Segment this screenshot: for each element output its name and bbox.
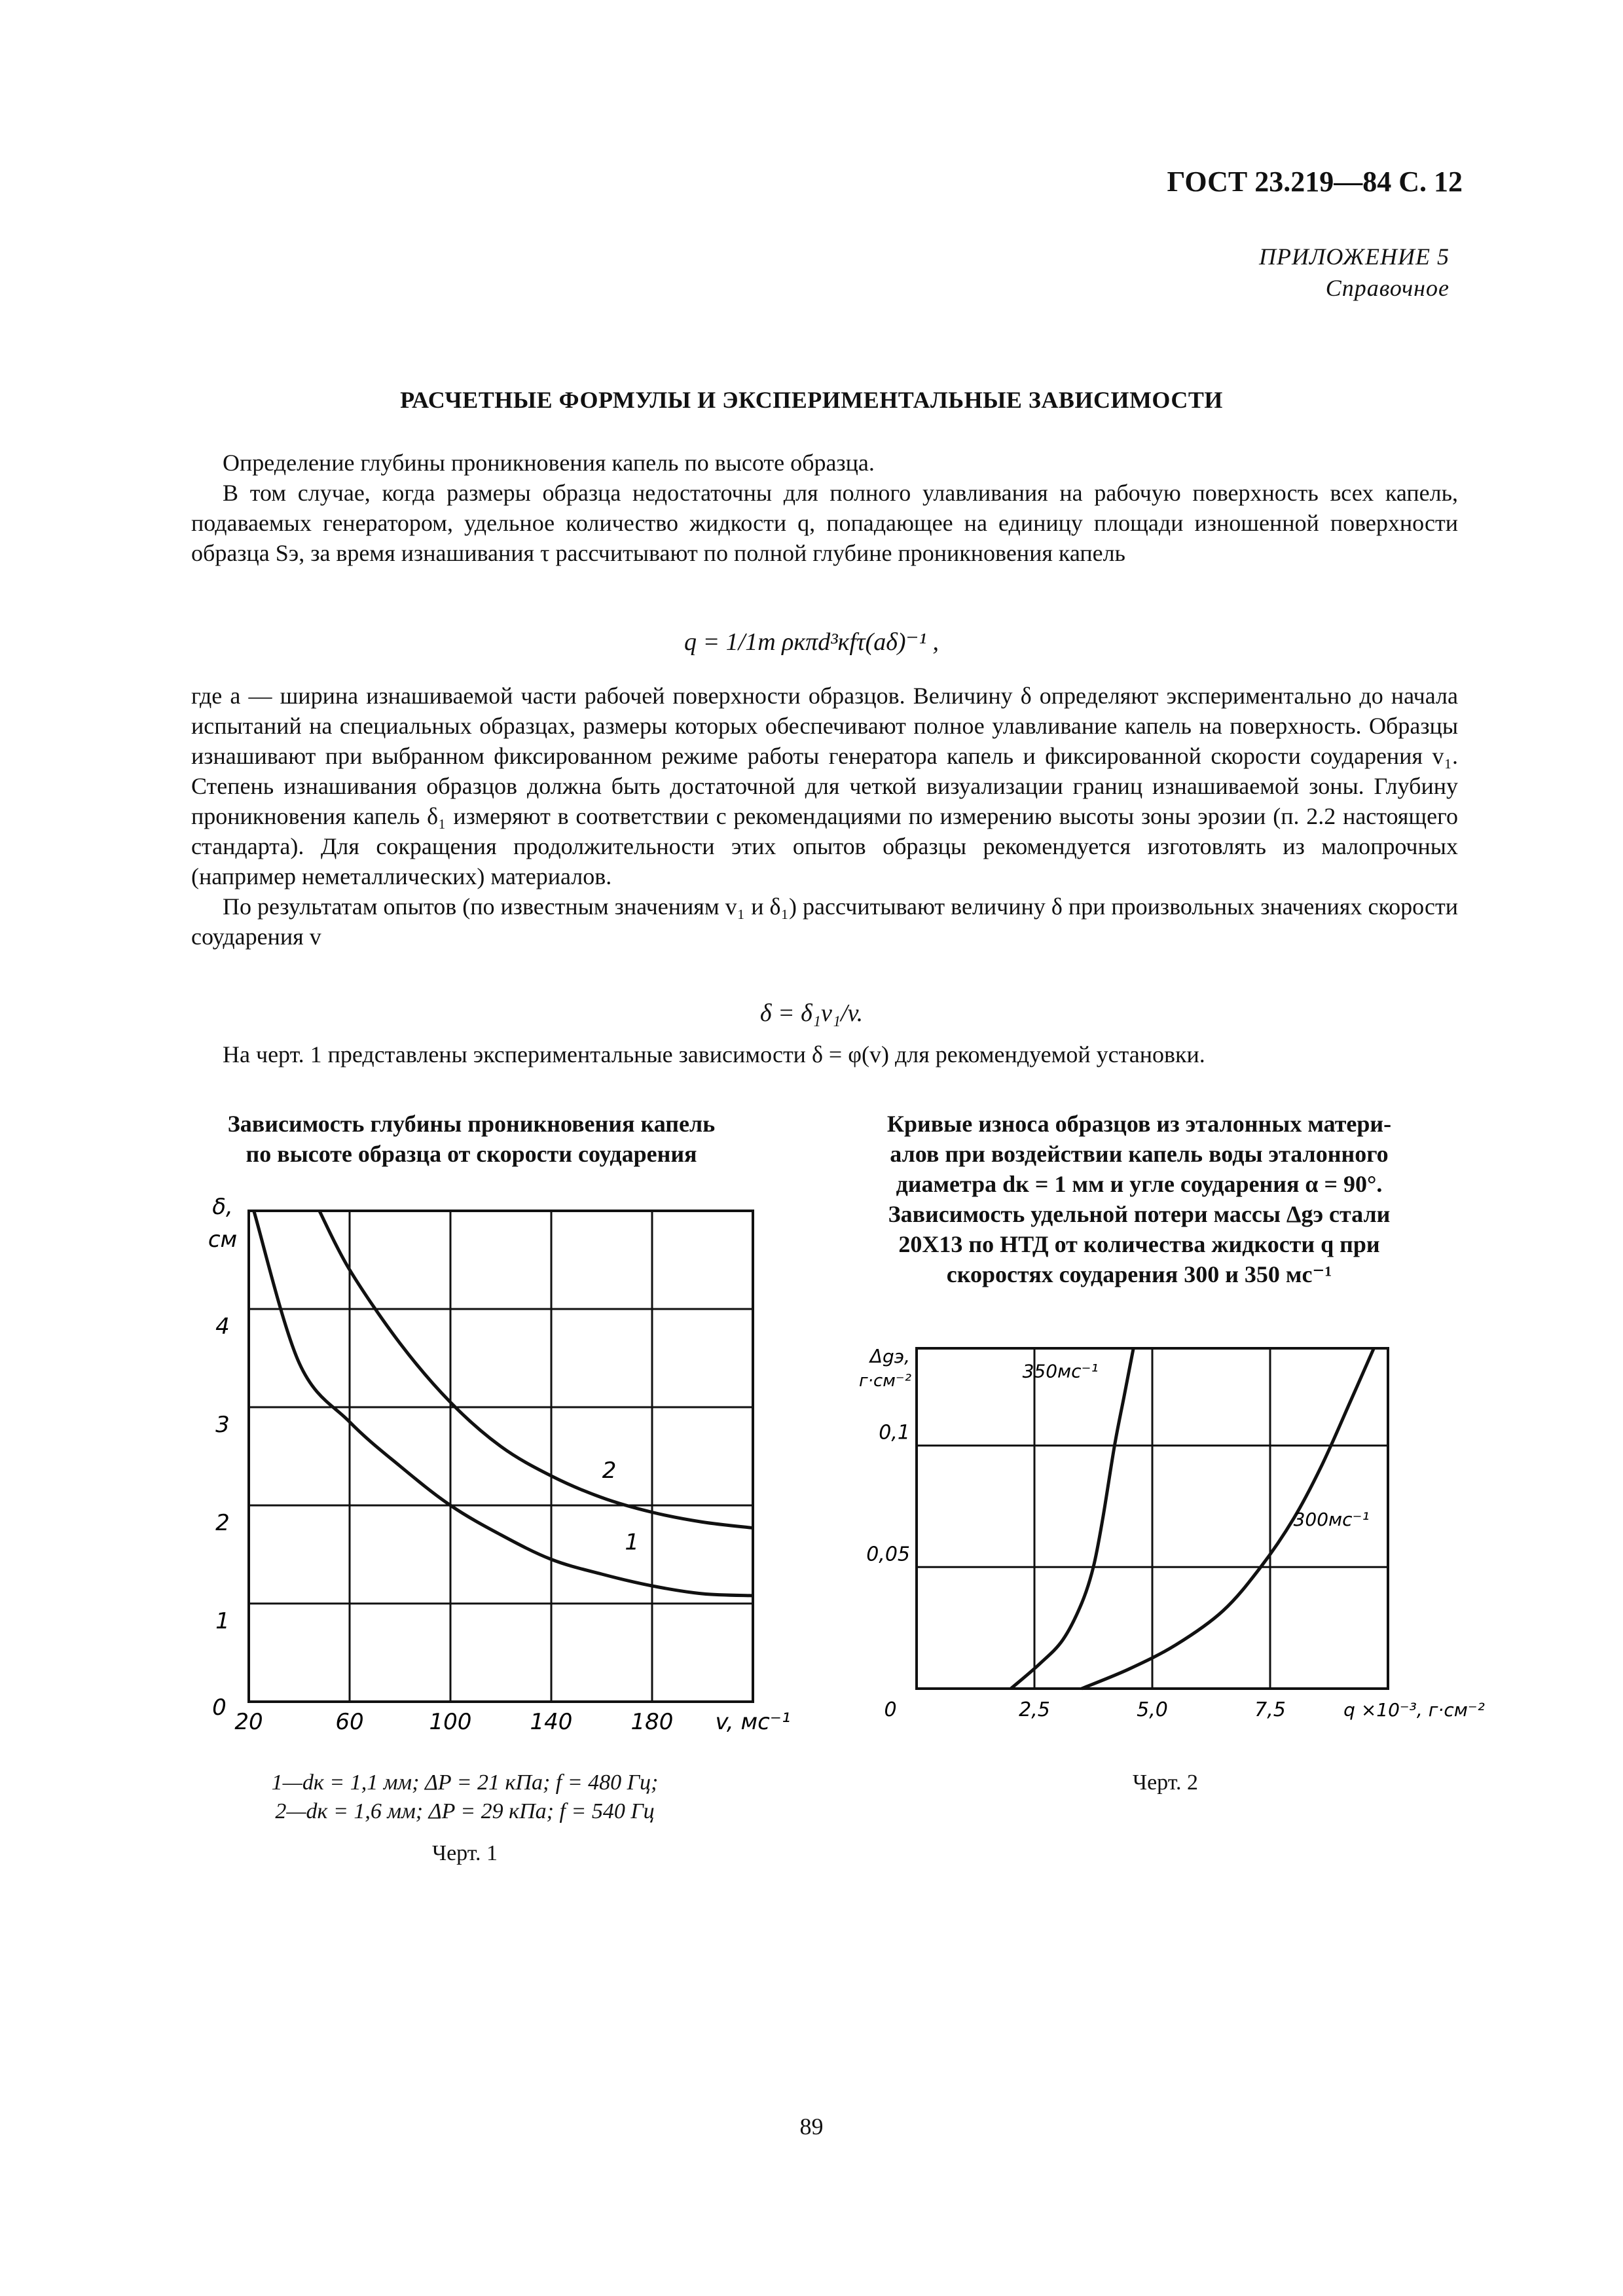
chart1-x-tick: 20 <box>234 1709 263 1735</box>
chart1-ylabel: δ, <box>212 1194 233 1220</box>
chart2-xlabel: q ×10⁻³, г·см⁻² <box>1343 1699 1485 1721</box>
chart2-ylabel-unit: г·см⁻² <box>859 1371 911 1391</box>
chart1-caption: Черт. 1 <box>431 1841 498 1865</box>
paragraph-definitions: где a — ширина изнашиваемой части рабочей поверхности образцов. Величину δ определяют экспериментально до начала испытаний на специальных образцах, размеры которых обеспечивают полное улавливание капель на поверхность. Образцы изнашивают при выбранном фиксированном режиме работы генератора капель и фиксированной скорости соударения v₁. Степень изнашивания образцов должна быть достаточной для четкой визуализации границ изнашиваемой зоны. Глубину проникновения капель δ₁ измеряют в соответствии с рекомендациями по измерению высоты зоны эрозии (п. 2.2 настоящего стандарта). Для сокращения продолжительности этих опытов образцы рекомендуется изготовлять из малопрочных (например неметаллических) материалов. <box>191 683 1458 889</box>
paragraph-block-2 <box>191 681 1458 952</box>
chart2-title-line3: диаметра dк = 1 мм и угле соударения α = 90°. <box>896 1171 1383 1197</box>
chart2-title-line6: скоростях соударения 300 и 350 мс⁻¹ <box>946 1261 1332 1287</box>
chart2-x-tick: 0 <box>884 1698 897 1721</box>
chart1-series-1 <box>254 1211 753 1596</box>
chart1-series-label-2: 2 <box>602 1458 617 1484</box>
section-title: РАСЧЕТНЫЕ ФОРМУЛЫ И ЭКСПЕРИМЕНТАЛЬНЫЕ ЗАВИСИМОСТИ <box>400 387 1223 413</box>
chart1-y-tick: 4 <box>215 1314 230 1340</box>
chart2-series-label-1: 350мс⁻¹ <box>1022 1360 1099 1382</box>
chart2-series-label-2: 300мс⁻¹ <box>1293 1509 1370 1531</box>
chart1-title-line1: Зависимость глубины проникновения капель <box>227 1111 716 1137</box>
paragraph-intro: Определение глубины проникновения капель по высоте образца. <box>223 450 875 476</box>
chart2-y-tick: 0,05 <box>866 1543 910 1566</box>
chart1-y-tick: 1 <box>215 1608 230 1634</box>
chart2-title-line5: 20Х13 по НТД от количества жидкости q при <box>898 1231 1380 1257</box>
chart1-labels <box>208 1194 791 1735</box>
chart2-x-tick: 2,5 <box>1019 1698 1050 1721</box>
chart1-y-tick: 2 <box>215 1510 230 1536</box>
chart1-legend-line1: 1—dк = 1,1 мм; ΔP = 21 кПа; f = 480 Гц; <box>271 1770 659 1795</box>
paragraph-block-1 <box>191 448 1458 568</box>
formula-q: q = 1/1т ρкπd³кfτ(aδ)⁻¹ , <box>684 628 939 656</box>
paragraph-chart-ref: На черт. 1 представлены экспериментальные зависимости δ = φ(v) для рекомендуемой установки. <box>223 1041 1205 1067</box>
chart1-x-tick: 180 <box>630 1709 674 1735</box>
page-number: 89 <box>799 2113 824 2140</box>
formula-delta: δ = δ₁v₁/v. <box>759 999 864 1027</box>
chart2-title-line4: Зависимость удельной потери массы Δgэ стали <box>888 1201 1391 1227</box>
chart2-title-line2: алов при воздействии капель воды эталонного <box>890 1141 1389 1167</box>
chart1-x-tick: 100 <box>429 1709 472 1735</box>
chart1-x-tick: 140 <box>530 1709 573 1735</box>
chart2-title <box>845 1109 1434 1289</box>
paragraph-results: По результатам опытов (по известным значениям v₁ и δ₁) рассчитывают величину δ при произвольных значениях скорости соударения v <box>191 893 1458 950</box>
chart1-frame <box>249 1211 753 1702</box>
chart1-plot <box>190 1185 791 1761</box>
chart1-legend-line2: 2—dк = 1,6 мм; ΔP = 29 кПа; f = 540 Гц <box>275 1799 655 1823</box>
chart1-title <box>196 1109 746 1169</box>
chart1-lines <box>254 1211 753 1596</box>
chart2-plot <box>845 1335 1485 1754</box>
paragraph-case: В том случае, когда размеры образца недостаточны для полного улавливания на рабочую поверхность всех капель, подаваемых генератором, удельное количество жидкости q, попадающее на единицу площади изношенной поверхности образца Sэ, за время изнашивания τ рассчитывают по полной глубине проникновения капель <box>191 480 1458 566</box>
chart1-title-line2: по высоте образца от скорости соударения <box>246 1141 697 1167</box>
chart2-ylabel: Δgэ, <box>869 1346 910 1367</box>
paragraph-block-3 <box>191 1039 1458 1069</box>
chart1-xlabel: v, мс⁻¹ <box>715 1709 791 1735</box>
chart2-x-tick: 7,5 <box>1254 1698 1286 1721</box>
appendix-type: Справочное <box>1325 275 1450 301</box>
chart2-caption: Черт. 2 <box>1132 1770 1199 1795</box>
document-code: ГОСТ 23.219—84 С. 12 <box>1167 166 1463 198</box>
appendix-label <box>1259 241 1450 304</box>
chart1-legend <box>210 1768 720 1826</box>
chart1-grid <box>249 1211 753 1702</box>
chart2-labels <box>859 1346 1485 1721</box>
chart1-ylabel-unit: см <box>208 1227 238 1253</box>
chart2-title-line1: Кривые износа образцов из эталонных матери- <box>886 1111 1392 1137</box>
chart1-y-tick: 3 <box>215 1412 230 1438</box>
appendix-number: ПРИЛОЖЕНИЕ 5 <box>1259 243 1450 270</box>
chart1-y-tick: 0 <box>212 1695 227 1721</box>
chart2-x-tick: 5,0 <box>1137 1698 1168 1721</box>
chart2-y-tick: 0,1 <box>879 1421 910 1444</box>
chart1-x-tick: 60 <box>335 1709 364 1735</box>
chart2-series-1 <box>1011 1348 1133 1689</box>
chart1-series-label-1: 1 <box>625 1529 640 1556</box>
chart1-series-2 <box>319 1211 753 1528</box>
